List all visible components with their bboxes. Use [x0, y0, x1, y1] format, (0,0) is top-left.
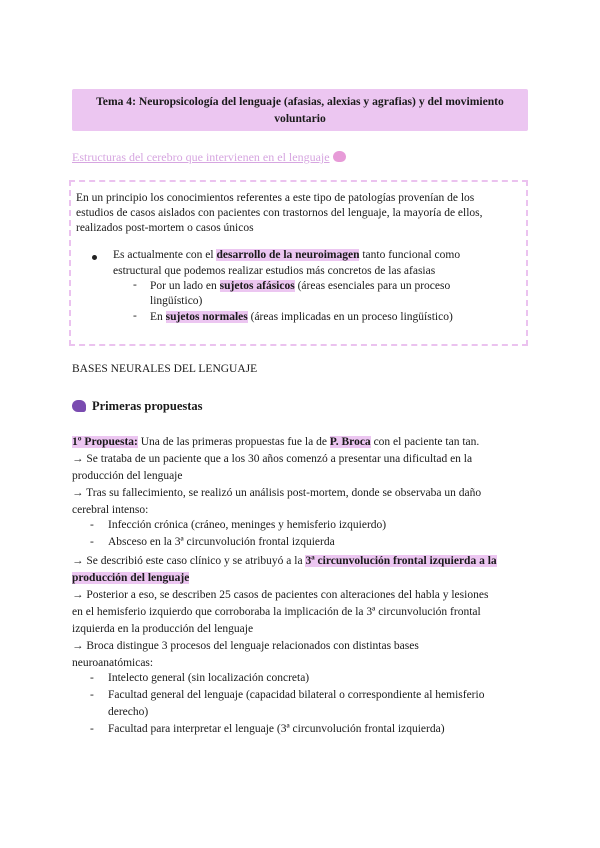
text-line: → Broca distingue 3 procesos del lenguaje relacionados con distintas bases [72, 640, 419, 652]
text-line: producción del lenguaje [72, 572, 190, 584]
sub2-line: En sujetos normales (áreas implicadas en un proceso lingüístico) [150, 311, 453, 323]
bullet-line-2: estructural que podemos realizar estudios más concretos de las afasias [113, 265, 436, 277]
section-link[interactable] [72, 150, 346, 165]
text-line: → Se trataba de un paciente que a los 30 años comenzó a presentar una dificultad en la [72, 453, 473, 465]
proposal-line: 1º Propuesta: Una de las primeras propuestas fue la de P. Broca con el paciente tan tan. [72, 436, 480, 448]
bullet-dot [92, 255, 97, 260]
title-line-2: voluntario [274, 112, 326, 125]
intro-line-3: realizados post-mortem o casos únicos [76, 222, 254, 234]
bullet-line-1: Es actualmente con el desarrollo de la neuroimagen tanto funcional como [113, 249, 461, 261]
section-link-text[interactable]: Estructuras del cerebro que intervienen en el lenguaje [72, 150, 330, 164]
text-line: izquierda en la producción del lenguaje [72, 623, 254, 635]
heading-primeras: Primeras propuestas [72, 399, 203, 414]
list-item: Facultad general del lenguaje (capacidad bilateral o correspondiente al hemisferio [108, 689, 485, 701]
sub-dash: - [133, 310, 137, 322]
list-item: Intelecto general (sin localización concreta) [108, 672, 310, 684]
list-dash: - [90, 723, 94, 735]
intro-line-2: estudios de casos aislados con pacientes con trastornos del lenguaje, la mayoría de ellos, [76, 207, 483, 219]
list-dash: - [90, 519, 94, 531]
list-item: Facultad para interpretar el lenguaje (3ª circunvolución frontal izquierda) [108, 723, 445, 735]
list-item: Infección crónica (cráneo, meninges y hemisferio izquierdo) [108, 519, 387, 531]
intro-line-1: En un principio los conocimientos referentes a este tipo de patologías provenían de los [76, 192, 475, 204]
list-dash: - [90, 689, 94, 701]
text-line: neuroanatómicas: [72, 657, 154, 669]
brain-icon [333, 151, 346, 162]
sub1-line-1: Por un lado en sujetos afásicos (áreas esenciales para un proceso [150, 280, 451, 292]
list-dash: - [90, 672, 94, 684]
speaking-head-icon [72, 400, 86, 412]
title-banner [72, 89, 528, 131]
highlight-afasicos: sujetos afásicos [219, 280, 295, 292]
heading-bases: BASES NEURALES DEL LENGUAJE [72, 363, 258, 375]
text-line: producción del lenguaje [72, 470, 183, 482]
text-line: → Posterior a eso, se describen 25 casos de pacientes con alteraciones del habla y lesiones [72, 589, 489, 601]
sub1-line-2: lingüístico) [150, 295, 203, 307]
sub-dash: - [133, 279, 137, 291]
list-item-cont: derecho) [108, 706, 149, 718]
text-line: cerebral intenso: [72, 504, 149, 516]
list-dash: - [90, 536, 94, 548]
text-line: en el hemisferio izquierdo que corroboraba la implicación de la 3ª circunvolución frontal [72, 606, 481, 618]
list-item: Absceso en la 3ª circunvolución frontal izquierda [108, 536, 335, 548]
highlight-neuroimagen: desarrollo de la neuroimagen [216, 249, 360, 261]
text-line: → Tras su fallecimiento, se realizó un análisis post-mortem, donde se observaba un daño [72, 487, 482, 499]
title-line-1: Tema 4: Neuropsicología del lenguaje (afasias, alexias y agrafias) y del movimiento [96, 95, 504, 108]
text-line: → Se describió este caso clínico y se atribuyó a la 3ª circunvolución frontal izquierda a la [72, 555, 497, 567]
highlight-normales: sujetos normales [165, 311, 248, 323]
